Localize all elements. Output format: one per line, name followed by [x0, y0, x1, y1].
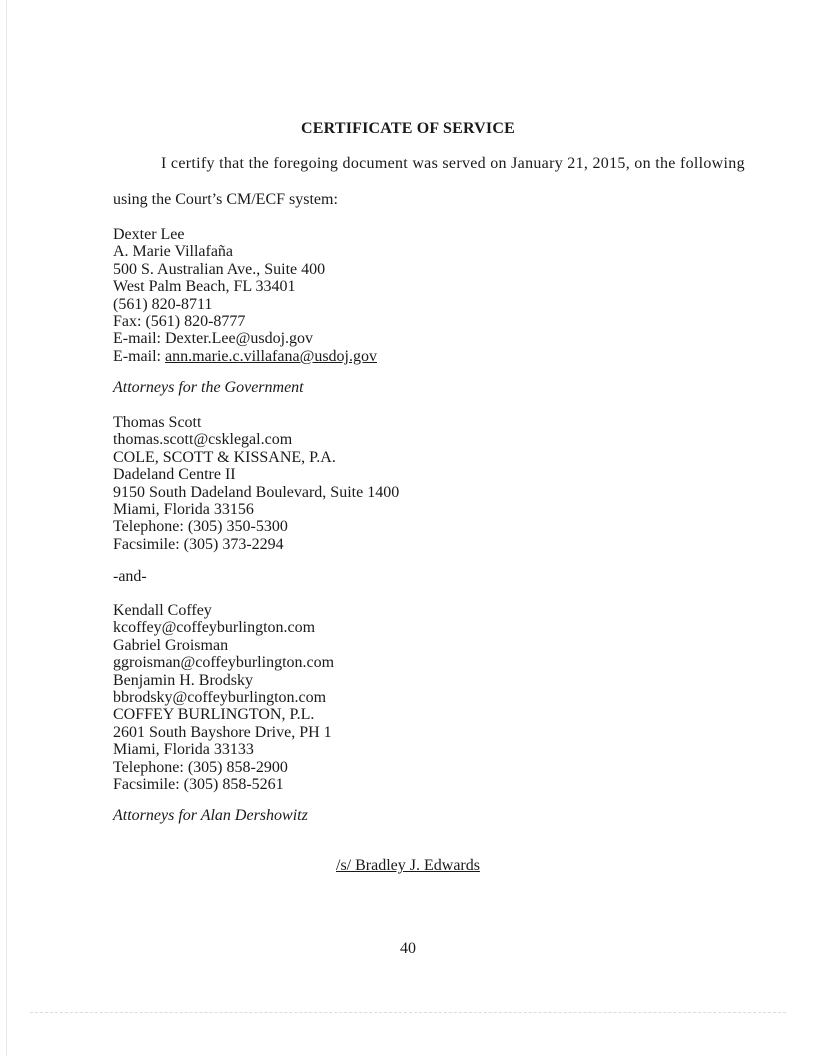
coffey-line: Benjamin H. Brodsky	[113, 671, 253, 689]
intro-line-2: using the Court’s CM/ECF system:	[113, 191, 338, 208]
coffey-line: 2601 South Bayshore Drive, PH 1	[113, 723, 332, 741]
coffey-line: COFFEY BURLINGTON, P.L.	[113, 706, 315, 724]
scott-line: Miami, Florida 33156	[113, 501, 254, 519]
intro-line-1: I certify that the foregoing document was served on January 21, 2015, on the following	[161, 155, 745, 172]
coffey-line: Kendall Coffey	[113, 602, 212, 619]
coffey-line: bbrodsky@coffeyburlington.com	[113, 689, 327, 707]
signature-text: /s/ Bradley J. Edwards	[336, 857, 480, 874]
scan-bottom-artifact	[30, 1012, 786, 1014]
gov-email-prefix: E-mail:	[113, 347, 165, 365]
gov-line: Dexter Lee	[113, 226, 185, 243]
scott-contact-block	[113, 414, 399, 553]
gov-line: West Palm Beach, FL 33401	[113, 278, 296, 296]
dershowitz-role-label: Attorneys for Alan Dershowitz	[113, 807, 308, 824]
gov-line: E-mail: Dexter.Lee@usdoj.gov	[113, 330, 314, 348]
page-number: 40	[400, 940, 416, 957]
gov-line: Fax: (561) 820-8777	[113, 313, 246, 331]
coffey-line: Miami, Florida 33133	[113, 741, 254, 759]
scott-line: thomas.scott@csklegal.com	[113, 431, 293, 449]
gov-line: 500 S. Australian Ave., Suite 400	[113, 260, 326, 278]
gov-line: (561) 820-8711	[113, 295, 213, 313]
scott-line: Dadeland Centre II	[113, 466, 236, 484]
coffey-line: Gabriel Groisman	[113, 636, 229, 654]
gov-line: A. Marie Villafaña	[113, 243, 234, 261]
coffey-contact-block	[113, 602, 334, 793]
coffey-line: ggroisman@coffeyburlington.com	[113, 654, 335, 672]
coffey-line: kcoffey@coffeyburlington.com	[113, 619, 316, 637]
scan-margin-line	[6, 0, 7, 1056]
and-separator: -and-	[113, 568, 147, 585]
scott-line: Telephone: (305) 350-5300	[113, 518, 288, 536]
scott-line: Thomas Scott	[113, 414, 202, 431]
signature-line	[0, 857, 816, 875]
gov-email-line	[113, 348, 377, 365]
page-title: CERTIFICATE OF SERVICE	[301, 120, 515, 137]
scott-line: Facsimile: (305) 373-2294	[113, 535, 284, 553]
coffey-line: Facsimile: (305) 858-5261	[113, 776, 284, 794]
government-role-label: Attorneys for the Government	[113, 379, 304, 396]
coffey-line: Telephone: (305) 858-2900	[113, 758, 288, 776]
government-contact-block	[113, 226, 377, 365]
scott-line: 9150 South Dadeland Boulevard, Suite 1400	[113, 483, 400, 501]
scott-line: COLE, SCOTT & KISSANE, P.A.	[113, 448, 336, 466]
gov-email-link[interactable]: ann.marie.c.villafana@usdoj.gov	[164, 347, 377, 365]
